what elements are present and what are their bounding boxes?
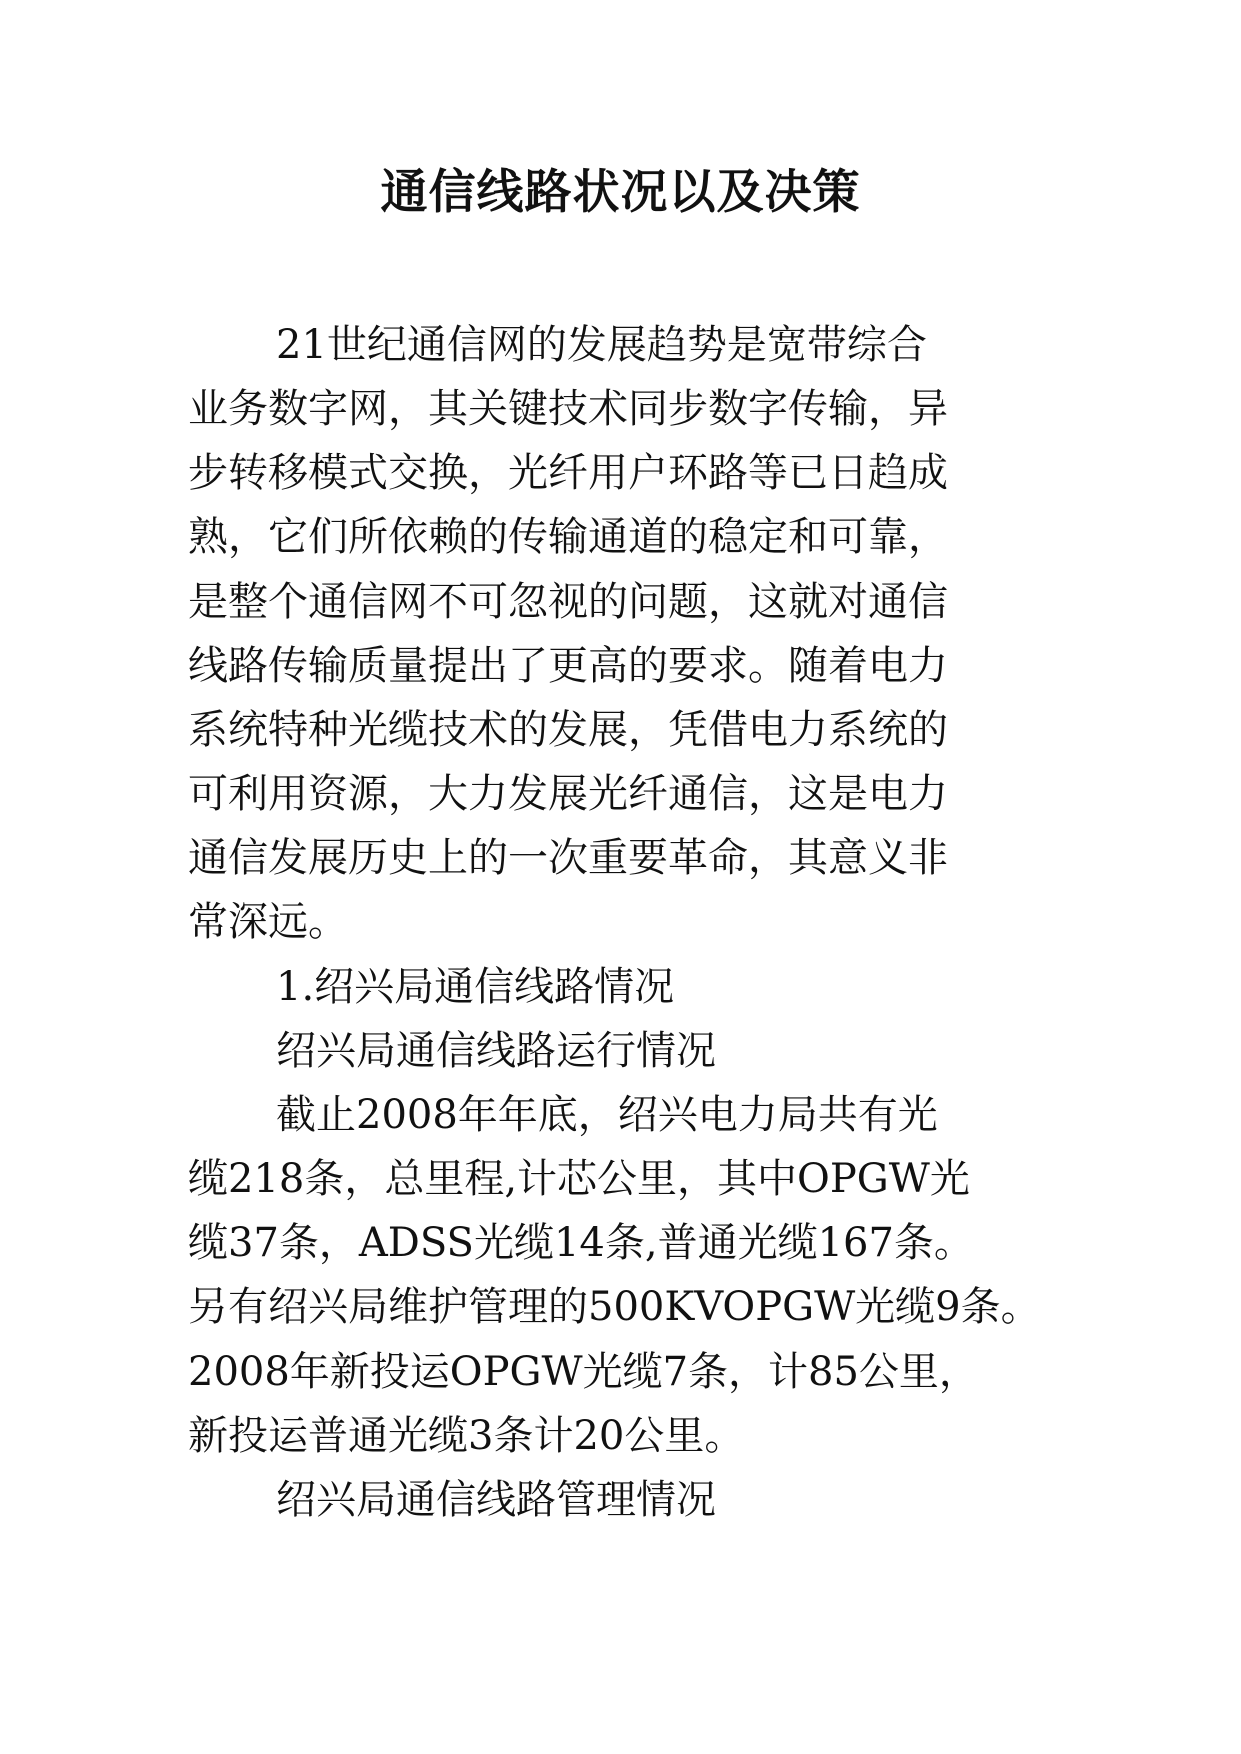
subsection-heading: 绍兴局通信线路运行情况: [276, 1028, 716, 1074]
section-heading: 1.绍兴局通信线路情况: [276, 964, 675, 1010]
body-line: 是整个通信网不可忽视的问题，这就对通信: [188, 579, 948, 625]
document-title: 通信线路状况以及决策: [380, 165, 861, 220]
body-line: 可利用资源，大力发展光纤通信，这是电力: [188, 771, 948, 817]
subsection-heading: 绍兴局通信线路管理情况: [276, 1477, 716, 1523]
body-line: 截止2008年年底，绍兴电力局共有光: [276, 1092, 938, 1138]
body-line: 步转移模式交换，光纤用户环路等已日趋成: [188, 450, 948, 496]
body-line: 新投运普通光缆3条计20公里。: [188, 1413, 745, 1459]
body-line: 21世纪通信网的发展趋势是宽带综合: [276, 322, 927, 368]
body-line: 熟，它们所依赖的传输通道的稳定和可靠，: [188, 514, 948, 560]
body-line: 线路传输质量提出了更高的要求。随着电力: [188, 643, 948, 689]
body-line: 通信发展历史上的一次重要革命，其意义非: [188, 835, 948, 881]
body-line: 缆37条，ADSS光缆14条,普通光缆167条。: [188, 1220, 974, 1266]
body-line: 系统特种光缆技术的发展，凭借电力系统的: [188, 707, 948, 753]
body-line: 业务数字网，其关键技术同步数字传输，异: [188, 386, 948, 432]
body-line: 常深远。: [188, 899, 348, 945]
body-line: 另有绍兴局维护管理的500KVOPGW光缆9条。: [188, 1284, 1041, 1330]
body-line: 缆218条，总里程,计芯公里，其中OPGW光: [188, 1156, 970, 1202]
body-line: 2008年新投运OPGW光缆7条，计85公里，: [188, 1349, 979, 1395]
